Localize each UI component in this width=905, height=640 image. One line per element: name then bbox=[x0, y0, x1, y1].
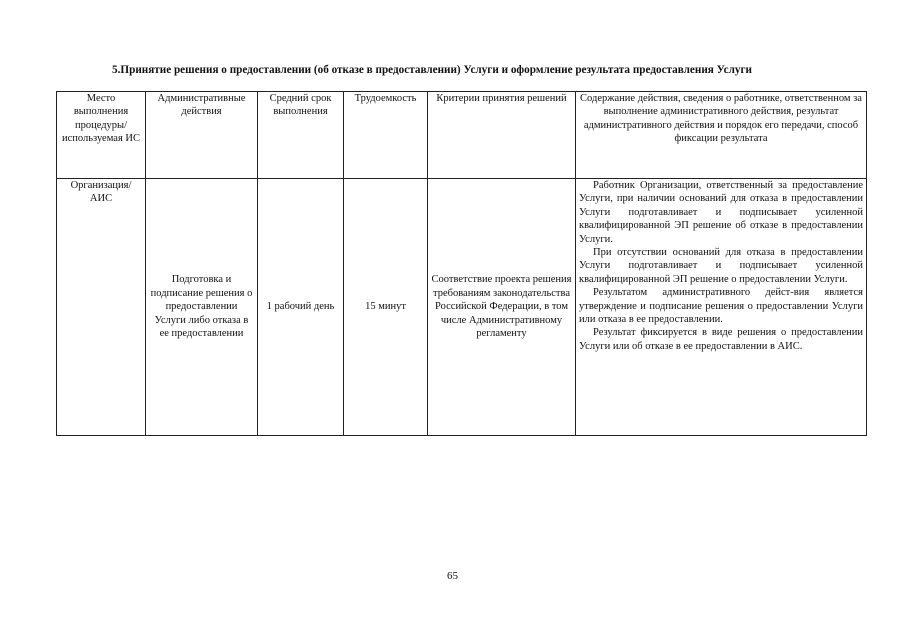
table-row bbox=[57, 179, 867, 436]
content-paragraph: Результат фиксируется в виде решения о предоставлении Услуги или об отказе в ее предоставлении в АИС. bbox=[579, 327, 863, 352]
table-header-row bbox=[57, 92, 867, 179]
header-labor-intensity: Трудоемкость bbox=[344, 92, 428, 179]
content-paragraph: Результатом административного дейст-вия является утверждение и подписание решения о предоставлении Услуги или отказа в ее предоставлении. bbox=[579, 287, 863, 326]
procedure-table bbox=[56, 91, 867, 436]
page-number: 65 bbox=[447, 570, 458, 582]
header-decision-criteria: Критерии принятия решений bbox=[428, 92, 576, 179]
cell-admin-action: Подготовка и подписание решения о предоставлении Услуги либо отказа в ее предоставлении bbox=[146, 179, 258, 436]
content-paragraph: Работник Организации, ответственный за предоставление Услуги, при наличии оснований для отказа в предоставлении Услуги подготавливает и подписывает усиленной квалифицированной ЭП решение об отказе в предоставлении Услуги. bbox=[579, 180, 863, 245]
content-paragraph: При отсутствии оснований для отказа в предоставлении Услуги подготавливает и подписывает усиленной квалифицированной ЭП решение о предоставлении Услуги. bbox=[579, 247, 863, 285]
header-admin-actions: Административные действия bbox=[146, 92, 258, 179]
cell-place: Организация/ АИС bbox=[57, 179, 146, 436]
cell-content bbox=[576, 179, 867, 436]
section-title: 5.Принятие решения о предоставлении (об отказе в предоставлении) Услуги и оформление результата предоставления Услуги bbox=[112, 64, 752, 76]
cell-labor: 15 минут bbox=[344, 179, 428, 436]
cell-term: 1 рабочий день bbox=[258, 179, 344, 436]
header-average-term: Средний срок выполнения bbox=[258, 92, 344, 179]
cell-criteria: Соответствие проекта решения требованиям законодательства Российской Федерации, в том числе Административному регламенту bbox=[428, 179, 576, 436]
header-place: Место выполнения процедуры/ используемая ИС bbox=[57, 92, 146, 179]
header-action-content: Содержание действия, сведения о работнике, ответственном за выполнение административного действия, результат административного действия и порядок его передачи, способ фиксации результата bbox=[576, 92, 867, 179]
